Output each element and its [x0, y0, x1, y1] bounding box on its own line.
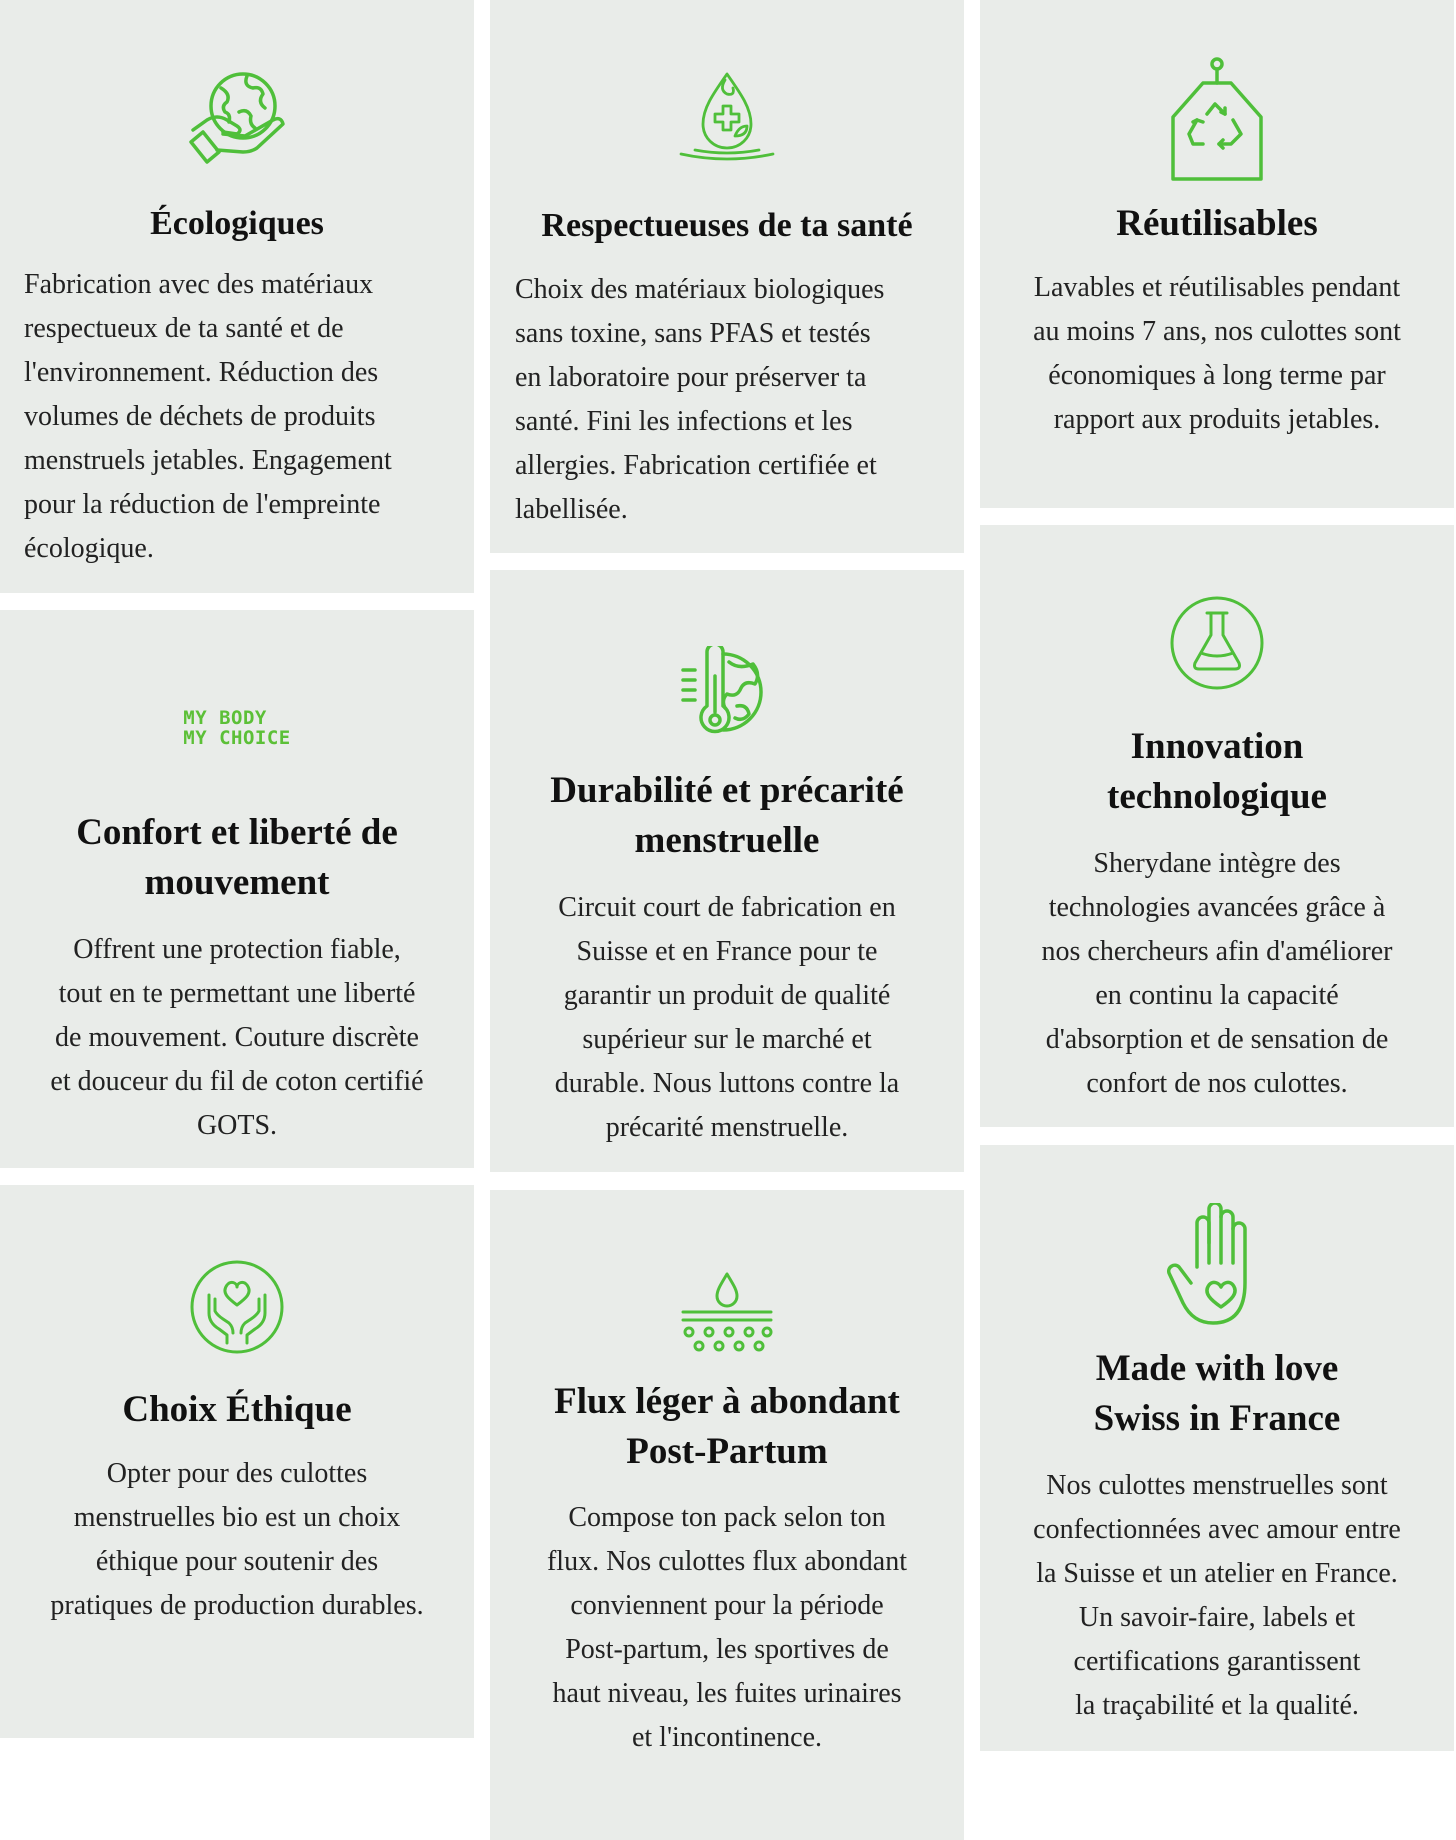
card-description: Choix des matériaux biologiques sans toxine, sans PFAS et testés en laboratoire pour préserver ta santé. Fini les infections et les allergies. Fabrication certifiée et labellisée.	[515, 274, 885, 525]
logo-line-2: MY CHOICE	[183, 727, 291, 749]
recycle-tag-icon	[980, 56, 1454, 182]
card-title: Innovation technologique	[1107, 726, 1327, 817]
card-title: Respectueuses de ta santé	[541, 207, 913, 244]
card-reutilisables	[980, 0, 1454, 508]
logo-line-1: MY BODY	[183, 707, 267, 729]
card-description: Lavables et réutilisables pendant au moins 7 ans, nos culottes sont économiques à long terme par rapport aux produits jetables.	[1033, 272, 1401, 435]
card-title: Choix Éthique	[122, 1389, 352, 1430]
health-drop-icon	[490, 68, 964, 164]
card-description: Offrent une protection fiable, tout en te permettant une liberté de mouvement. Couture discrète et douceur du fil de coton certifié GOTS.	[50, 934, 424, 1141]
card-sante	[490, 0, 964, 553]
card-confort	[0, 610, 474, 1168]
hand-heart-icon	[980, 1203, 1454, 1329]
globe-in-hand-icon	[0, 68, 474, 168]
card-title: Confort et liberté de mouvement	[76, 812, 398, 903]
card-description: Fabrication avec des matériaux respectueux de ta santé et de l'environnement. Réduction des volumes de déchets de produits menstruels jetables. Engagement pour la réduction de l'empreinte écologique.	[24, 269, 392, 564]
card-innovation	[980, 525, 1454, 1127]
card-title: Durabilité et précarité menstruelle	[550, 770, 904, 861]
card-title: Made with love Swiss in France	[1093, 1348, 1341, 1439]
card-title: Réutilisables	[1116, 203, 1318, 244]
card-description: Compose ton pack selon ton flux. Nos culottes flux abondant conviennent pour la période Post-partum, les sportives de haut niveau, les fuites urinaires et l'incontinence.	[546, 1502, 908, 1753]
thermometer-globe-icon	[490, 646, 964, 742]
absorption-layer-icon	[490, 1270, 964, 1356]
card-durabilite	[490, 570, 964, 1172]
card-description: Sherydane intègre des technologies avancées grâce à nos chercheurs afin d'améliorer en continu la capacité d'absorption et de sensation de confort de nos culottes.	[1041, 848, 1393, 1099]
card-love	[980, 1145, 1454, 1751]
card-ethique	[0, 1185, 474, 1738]
card-title: Écologiques	[150, 205, 324, 242]
my-body-my-choice-logo	[0, 708, 474, 748]
card-description: Circuit court de fabrication en Suisse et en France pour te garantir un produit de qualité supérieur sur le marché et durable. Nous luttons contre la précarité menstruelle.	[554, 892, 900, 1143]
hands-heart-icon	[0, 1259, 474, 1355]
flask-icon	[980, 595, 1454, 691]
card-description: Opter pour des culottes menstruelles bio est un choix éthique pour soutenir des pratiques de production durables.	[50, 1458, 424, 1621]
card-ecologiques	[0, 0, 474, 593]
card-title: Flux léger à abondant Post-Partum	[554, 1381, 900, 1472]
card-flux	[490, 1190, 964, 1840]
card-description: Nos culottes menstruelles sont confectionnées avec amour entre la Suisse et un atelier en France. Un savoir-faire, labels et certifications garantissent la traçabilité et la qualité.	[1033, 1470, 1401, 1721]
